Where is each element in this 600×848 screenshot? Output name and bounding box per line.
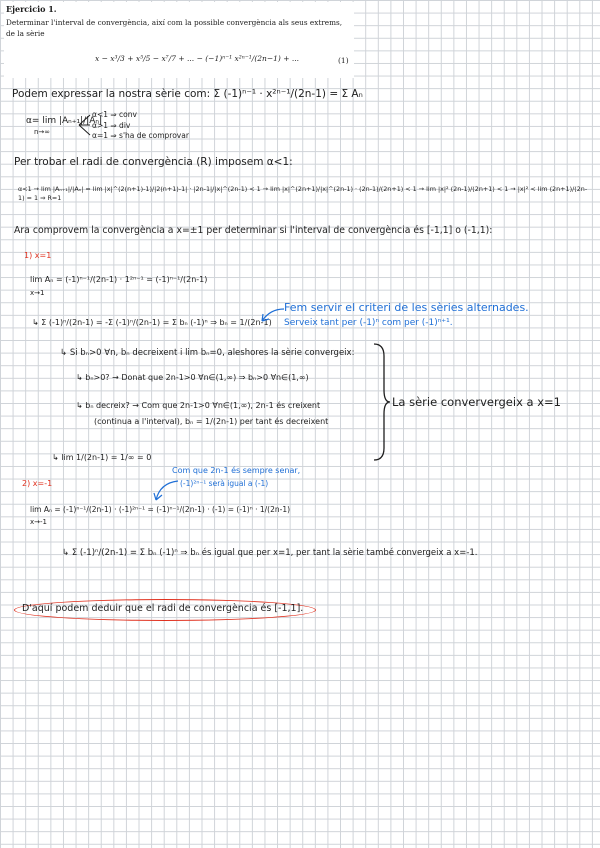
case-diverge: α>1 ⇒ div	[92, 121, 131, 130]
annotation-arrow-2	[150, 478, 180, 504]
ratio-definition: α= lim |Aₙ₊₁|/|Aₙ|	[26, 116, 102, 126]
odd-exponent-note: Com que 2n-1 és sempre senar,	[172, 466, 301, 475]
case-x-equals-minus-1: 2) x=-1	[22, 479, 53, 488]
limit-xm1: lim Aₙ = (-1)ⁿ⁻¹/(2n-1) · (-1)²ⁿ⁻¹ = (-1)ⁿ⁻¹/(2n-1) · (-1) = (-1)ⁿ · 1/(2n-1)	[30, 505, 291, 514]
series-formula: x − x³/3 + x⁵/5 − x⁷/7 + ... − (−1)ⁿ⁻¹ x²ⁿ⁻¹/(2n−1) + ...	[95, 54, 300, 63]
ratio-calculation: α<1 → lim |Aₙ₊₁|/|Aₙ| = lim |x|^(2(n+1)-1)/|2(n+1)-1| · |2n-1|/|x|^(2n-1) < 1 → lim |x|^(2n+1)/|x|^(2n-1) · (2n-1)/(2n+1) < 1 → lim |x|² (2n-1)/(2n+1) < 1 → |x|² < lim (2n+1)/(2n-1) = 1 ⇒ R=1	[18, 185, 588, 202]
case-converge: α<1 ⇒ conv	[92, 110, 137, 119]
ratio-limit-index: n→∞	[34, 128, 51, 136]
case-check: α=1 ⇒ s'ha de comprovar	[92, 131, 189, 140]
limit-x1: lim Aₙ = (-1)ⁿ⁻¹/(2n-1) · 1²ⁿ⁻¹ = (-1)ⁿ⁻¹/(2n-1)	[30, 275, 208, 284]
alternating-sum-x1: ↳ Σ (-1)ⁿ/(2n-1) = -Σ (-1)ⁿ/(2n-1) = Σ bₙ (-1)ⁿ ⇒ bₙ = 1/(2n-1)	[32, 318, 272, 327]
limit-x1-sub: x→1	[30, 289, 45, 297]
exercise-statement: Determinar l'interval de convergència, així com la possible convergència als seus extrems, de la sèrie	[6, 18, 343, 38]
branch-arrows	[78, 112, 92, 138]
alternating-sum-xm1: ↳ Σ (-1)ⁿ/(2n-1) = Σ bₙ (-1)ⁿ ⇒ bₙ és igual que per x=1, per tant la sèrie també convergeix a x=-1.	[62, 548, 478, 558]
case-x-equals-1: 1) x=1	[24, 251, 52, 260]
limit-xm1-sub: x→-1	[30, 518, 47, 526]
series-expression: Podem expressar la nostra sèrie com: Σ (-1)ⁿ⁻¹ · x²ⁿ⁻¹/(2n-1) = Σ Aₙ	[12, 88, 363, 100]
odd-exponent-note-2: (-1)²ⁿ⁻¹ serà igual a (-1)	[180, 479, 269, 488]
positivity-check: ↳ bₙ>0? → Donat que 2n-1>0 ∀n∈(1,∞) ⇒ bₙ>0 ∀n∈(1,∞)	[76, 373, 309, 382]
equation-number: (1)	[338, 56, 349, 65]
conclusion-x1: La sèrie conververgeix a x=1	[392, 395, 561, 409]
alternating-criterion-note: Fem servir el criteri de les sèries alternades.	[284, 301, 529, 314]
annotation-arrow	[258, 305, 286, 325]
decreasing-check: ↳ bₙ decreix? → Com que 2n-1>0 ∀n∈(1,∞), 2n-1 és creixent	[76, 401, 321, 410]
final-conclusion: D'aquí podem deduir que el radi de convergència és [-1,1].	[22, 603, 304, 614]
exercise-title: Ejercicio 1.	[6, 4, 57, 14]
alternating-scope-note: Serveix tant per (-1)ⁿ com per (-1)ⁿ⁺¹.	[284, 318, 453, 328]
right-brace	[372, 342, 392, 462]
radius-intro: Per trobar el radi de convergència (R) imposem α<1:	[14, 156, 293, 168]
endpoint-intro: Ara comprovem la convergència a x=±1 per determinar si l'interval de convergència és [-1,1] o (-1,1):	[14, 225, 493, 236]
leibniz-criterion: ↳ Si bₙ>0 ∀n, bₙ decreixent i lim bₙ=0, aleshores la sèrie convergeix:	[60, 348, 355, 358]
decreasing-check-cont: (continua a l'interval), bₙ = 1/(2n-1) per tant és decreixent	[94, 417, 329, 426]
limit-zero-check: ↳ lim 1/(2n-1) = 1/∞ = 0	[52, 453, 152, 462]
